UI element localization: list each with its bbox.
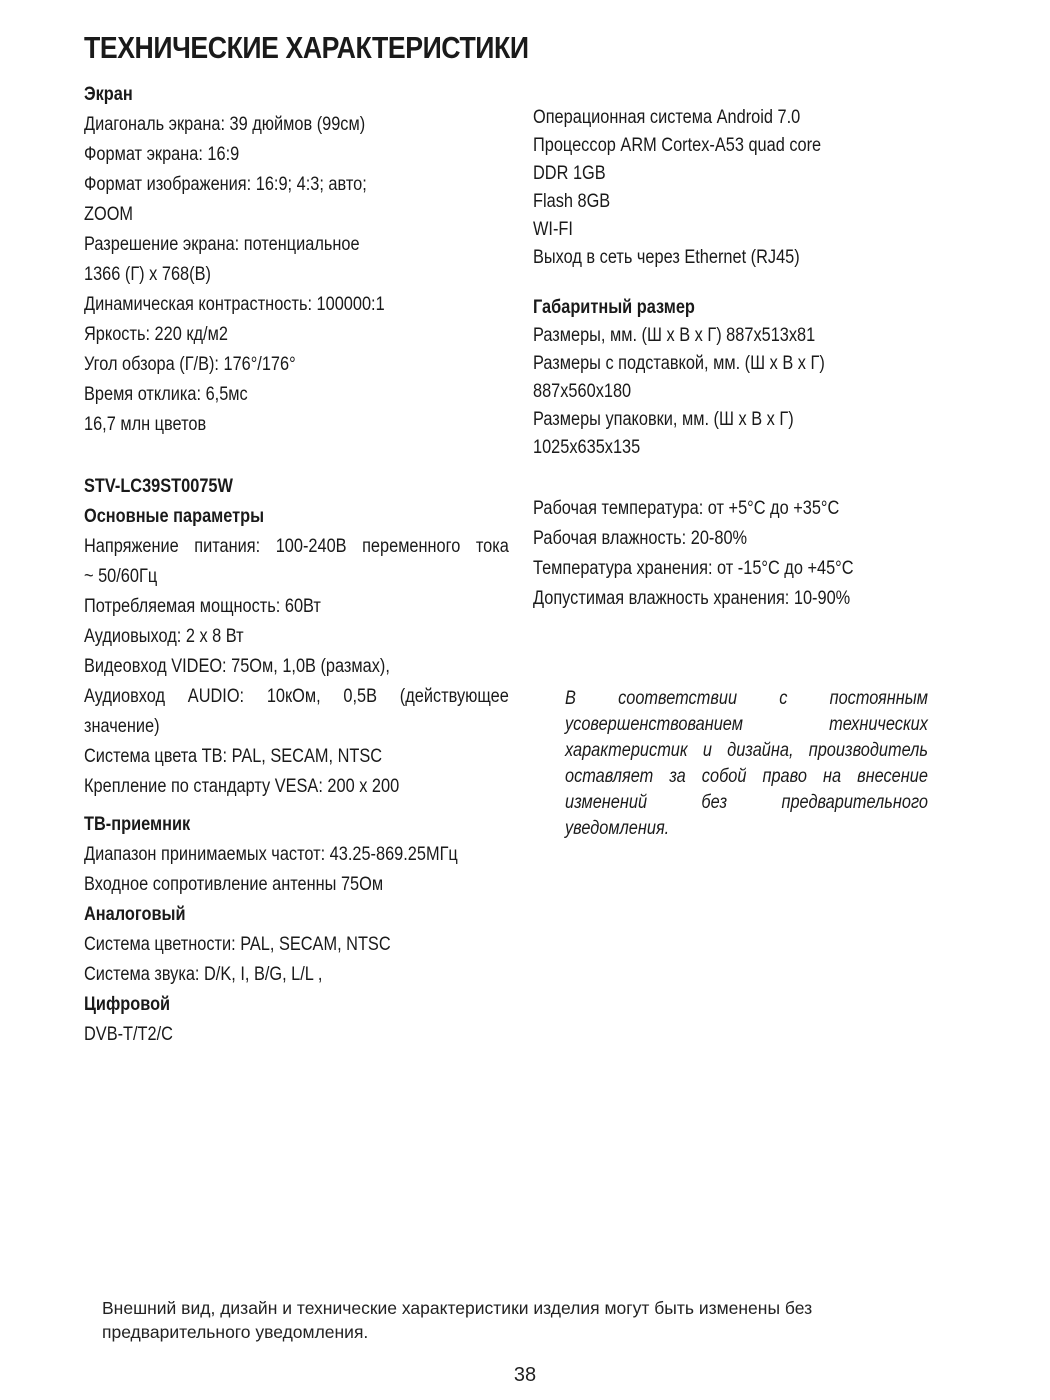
spec-line: Диапазон принимаемых частот: 43.25-869.25МГц — [84, 844, 458, 865]
spec-line: Входное сопротивление антенны 75Ом — [84, 874, 384, 895]
section-heading-analog: Аналоговый — [84, 904, 186, 925]
spec-line: Потребляемая мощность: 60Вт — [84, 596, 321, 617]
spec-line: Видеовход VIDEO: 75Ом, 1,0В (размах), — [84, 656, 390, 677]
spec-line: Система цвета ТВ: PAL, SECAM, NTSC — [84, 746, 383, 767]
spec-line: Система цветности: PAL, SECAM, NTSC — [84, 934, 391, 955]
spec-line: Аудиовход AUDIO: 10кОм, 0,5В (действующее — [84, 686, 509, 707]
spec-line: 16,7 млн цветов — [84, 414, 207, 435]
spec-line: Яркость: 220 кд/м2 — [84, 324, 228, 345]
spec-line: 1366 (Г) х 768(В) — [84, 264, 211, 285]
spec-line: 1025х635х135 — [533, 437, 641, 458]
spec-line: DVB-T/T2/C — [84, 1024, 173, 1045]
spec-line: Разрешение экрана: потенциальное — [84, 234, 360, 255]
spec-line: Размеры упаковки, мм. (Ш х В х Г) — [533, 409, 794, 430]
spec-line: WI-FI — [533, 219, 573, 240]
section-heading-dimensions: Габаритный размер — [533, 297, 695, 318]
spec-line: Процессор ARM Cortex-A53 quad core — [533, 135, 822, 156]
spec-line: Формат изображения: 16:9; 4:3; авто; — [84, 174, 367, 195]
spec-line: ~ 50/60Гц — [84, 566, 158, 587]
spec-line: Динамическая контрастность: 100000:1 — [84, 294, 385, 315]
spec-line: Flash 8GB — [533, 191, 611, 212]
spec-line: Выход в сеть через Ethernet (RJ45) — [533, 247, 800, 268]
spec-line: Операционная система Android 7.0 — [533, 107, 801, 128]
model-name: STV-LC39ST0075W — [84, 476, 233, 497]
spec-line: Крепление по стандарту VESA: 200 х 200 — [84, 776, 400, 797]
spec-line: Диагональ экрана: 39 дюймов (99см) — [84, 114, 366, 135]
spec-line: Угол обзора (Г/В): 176°/176° — [84, 354, 296, 375]
left-column — [84, 80, 509, 1050]
disclaimer-note: В соответствии с постоянным усовершенствованием технических характеристик и дизайна, производитель оставляет за собой право на внесение изменений без предварительного уведомления. — [565, 688, 928, 839]
spec-line: Размеры, мм. (Ш х В х Г) 887х513х81 — [533, 325, 816, 346]
page-number: 38 — [513, 1364, 537, 1386]
page-title: ТЕХНИЧЕСКИЕ ХАРАКТЕРИСТИКИ — [84, 30, 529, 65]
footer-notice: Внешний вид, дизайн и технические характеристики изделия могут быть изменены без предварительного уведомления. — [102, 1298, 813, 1342]
spec-line: Температура хранения: от -15°С до +45°С — [533, 558, 854, 579]
spec-line: DDR 1GB — [533, 163, 606, 184]
spec-line: Размеры с подставкой, мм. (Ш х В х Г) — [533, 353, 825, 374]
spec-line: значение) — [84, 716, 160, 737]
spec-line: Напряжение питания: 100-240В переменного тока — [84, 536, 509, 557]
spec-line: Система звука: D/K, I, B/G, L/L , — [84, 964, 323, 985]
section-heading-tv: ТВ-приемник — [84, 814, 191, 835]
section-heading-main: Основные параметры — [84, 506, 265, 527]
spec-line: Рабочая влажность: 20-80% — [533, 528, 748, 549]
section-heading-screen: Экран — [84, 84, 133, 105]
spec-line: 887х560х180 — [533, 381, 632, 402]
spec-line: Аудиовыход: 2 х 8 Вт — [84, 626, 244, 647]
spec-line: Время отклика: 6,5мс — [84, 384, 248, 405]
spec-line: Формат экрана: 16:9 — [84, 144, 240, 165]
spec-line: ZOOM — [84, 204, 134, 225]
section-heading-digital: Цифровой — [84, 994, 171, 1015]
spec-line: Рабочая температура: от +5°С до +35°С — [533, 498, 840, 519]
right-column — [533, 104, 933, 614]
spec-line: Допустимая влажность хранения: 10-90% — [533, 588, 851, 609]
